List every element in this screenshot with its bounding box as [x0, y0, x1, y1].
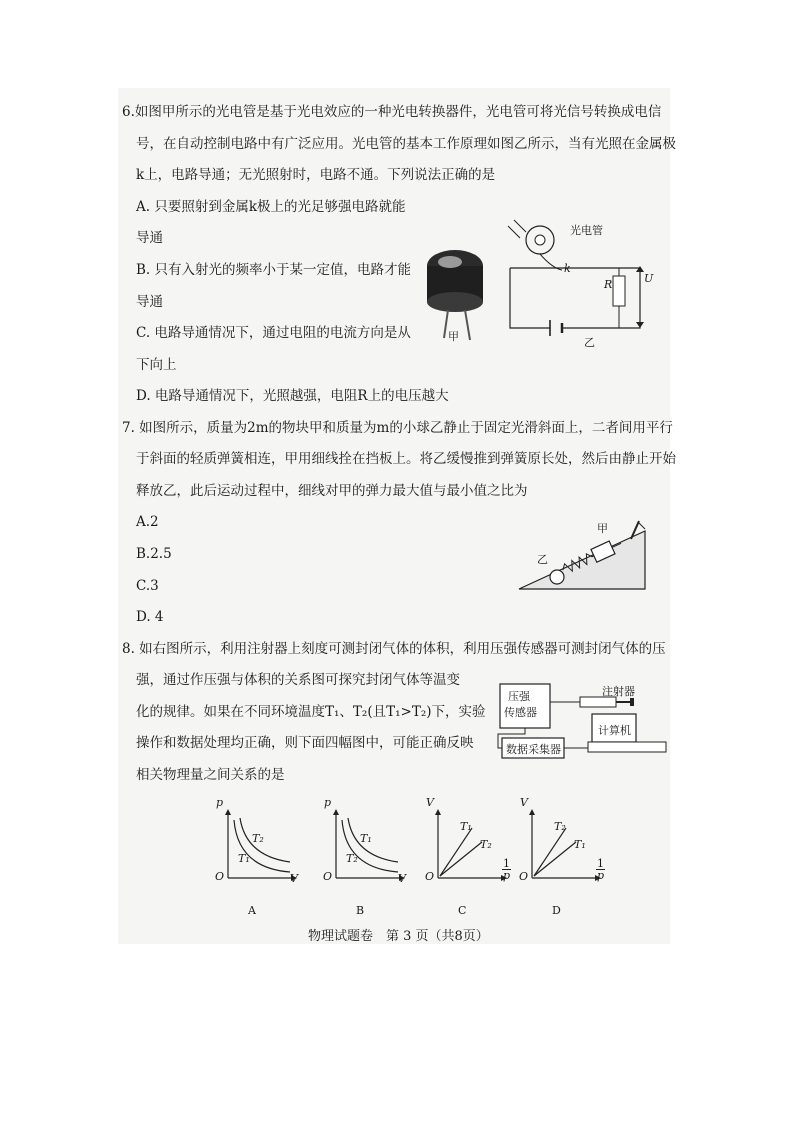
- q8-stem-line1: 8. 如右图所示，利用注射器上刻度可测封闭气体的体积，利用压强传感器可测封闭气体的压: [122, 641, 666, 657]
- block-label-jia: 甲: [597, 522, 608, 535]
- graph-d-line-bottom: T₁: [574, 838, 586, 851]
- q6-stem-line3: k上，电路导通；无光照射时，电路不通。下列说法正确的是: [136, 167, 496, 183]
- q7-option-a: A.2: [136, 514, 159, 530]
- q7-stem-line1: 7. 如图所示，质量为2m的物块甲和质量为m的小球乙静止于固定光滑斜面上，二者间用平行: [122, 420, 673, 436]
- graph-b-curve-top: T₁: [360, 832, 372, 845]
- q7-stem-line2: 于斜面的轻质弹簧相连，甲用细线拴在挡板上。将乙缓慢推到弹簧原长处，然后由静止开始: [136, 451, 676, 467]
- figure-label-jia: 甲: [448, 330, 459, 343]
- q8-stem-line3: 化的规律。如果在不同环境温度T₁、T₂(且T₁>T₂)下，实验: [136, 704, 486, 720]
- graph-b-x-axis: V: [398, 872, 406, 885]
- q6-option-b-cont: 导通: [136, 294, 163, 310]
- figure-label-yi: 乙: [584, 336, 595, 349]
- q6-option-a-cont: 导通: [136, 230, 163, 246]
- graph-b-origin: O: [323, 870, 333, 883]
- q8-stem-line2: 强，通过作压强与体积的关系图可探究封闭气体等温变: [136, 672, 460, 688]
- graph-c-option-letter: C: [458, 904, 467, 917]
- voltage-label-u: U: [644, 272, 654, 285]
- graph-c-line-bottom: T₂: [480, 838, 492, 851]
- graph-c-x-axis: 1 p: [502, 857, 511, 882]
- graph-c-y-axis: V: [426, 796, 434, 809]
- graph-c: [424, 806, 514, 886]
- computer-label: 计算机: [598, 724, 631, 737]
- q6-option-a: A. 只要照射到金属k极上的光足够强电路就能: [136, 199, 406, 215]
- q6-option-c-cont: 下向上: [136, 357, 177, 373]
- graph-d-option-letter: D: [552, 904, 561, 917]
- pressure-sensor-label-2: 传感器: [504, 706, 537, 719]
- graph-d-origin: O: [519, 870, 529, 883]
- graph-d-y-axis: V: [520, 796, 528, 809]
- q6-option-d: D. 电路导通情况下，光照越强，电阻R上的电压越大: [136, 388, 449, 404]
- q8-stem-line4: 操作和数据处理均正确，则下面四幅图中，可能正确反映: [136, 735, 474, 751]
- pressure-sensor-label-1: 压强: [508, 690, 530, 703]
- page-footer: 物理试题卷 第 3 页（共8页）: [308, 929, 489, 944]
- q7-option-b: B.2.5: [136, 546, 172, 562]
- q6-option-c: C. 电路导通情况下，通过电阻的电流方向是从: [136, 325, 411, 341]
- graph-a-origin: O: [215, 870, 225, 883]
- graph-a-curve-top: T₂: [252, 832, 264, 845]
- q8-stem-line5: 相关物理量之间关系的是: [136, 767, 285, 783]
- graph-b-y-axis: p: [324, 796, 332, 809]
- q7-option-d: D. 4: [136, 609, 164, 625]
- q6-option-b: B. 只有入射光的频率小于某一定值，电路才能: [136, 262, 412, 278]
- graph-b-option-letter: B: [356, 904, 365, 917]
- q6-stem-line2: 号，在自动控制电路中有广泛应用。光电管的基本工作原理如图乙所示，当有光照在金属极: [136, 136, 676, 152]
- ball-label-yi: 乙: [537, 553, 548, 566]
- graph-d-line-top: T₂: [554, 820, 566, 833]
- q6-stem-line1: 6.如图甲所示的光电管是基于光电效应的一种光电转换器件，光电管可将光信号转换成电信: [122, 104, 662, 120]
- cathode-label-k: k: [564, 262, 571, 275]
- resistor-label-r: R: [604, 278, 613, 291]
- graph-a-x-axis: V: [290, 872, 298, 885]
- graph-d: [518, 806, 608, 886]
- data-collector-label: 数据采集器: [506, 743, 561, 756]
- graph-c-line-top: T₁: [460, 820, 472, 833]
- graph-b-curve-bottom: T₂: [346, 852, 358, 865]
- graph-a-option-letter: A: [248, 904, 256, 917]
- q7-stem-line3: 释放乙，此后运动过程中，细线对甲的弹力最大值与最小值之比为: [136, 483, 528, 499]
- phototube-label: 光电管: [570, 224, 603, 237]
- graph-c-origin: O: [425, 870, 435, 883]
- graph-a-y-axis: p: [216, 796, 224, 809]
- syringe-label: 注射器: [602, 685, 635, 698]
- graph-d-x-axis: 1 p: [596, 857, 605, 882]
- graph-a-curve-bottom: T₁: [238, 852, 250, 865]
- phototube-photo: [410, 238, 510, 348]
- incline-spring-figure: [515, 515, 655, 595]
- q7-option-c: C.3: [136, 578, 159, 594]
